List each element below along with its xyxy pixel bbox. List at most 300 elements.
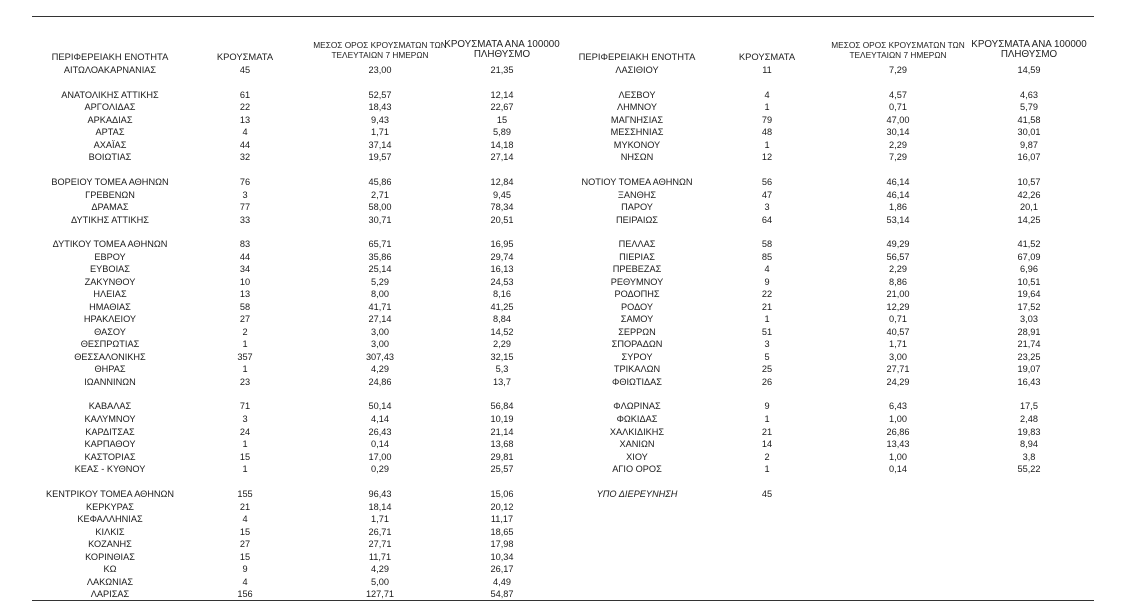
left-cell-region: ΚΑΡΠΑΘΟΥ	[84, 439, 136, 449]
header-cases-left: ΚΡΟΥΣΜΑΤΑ	[216, 51, 274, 62]
right-cell-region: ΦΛΩΡΙΝΑΣ	[613, 401, 661, 411]
left-cell-cases: 1	[242, 339, 248, 349]
left-cell-per100k: 14,52	[490, 327, 514, 337]
table-row	[0, 338, 1132, 350]
right-cell-per100k: 3,8	[1022, 452, 1036, 462]
right-cell-per100k: 41,58	[1017, 115, 1041, 125]
left-cell-cases: 58	[239, 302, 251, 312]
left-cell-per100k: 24,53	[490, 277, 514, 287]
table-row	[0, 89, 1132, 101]
table-row	[0, 64, 1132, 76]
right-cell-avg: 0,71	[889, 102, 907, 112]
left-cell-per100k: 11,17	[490, 514, 514, 524]
right-cell-avg: 40,57	[886, 327, 910, 337]
left-cell-region: ΚΑΒΑΛΑΣ	[88, 401, 132, 411]
left-cell-per100k: 16,13	[490, 264, 514, 274]
table-row	[0, 501, 1132, 513]
left-cell-avg: 0,29	[371, 464, 389, 474]
left-cell-region: ΚΕΦΑΛΛΗΝΙΑΣ	[77, 514, 143, 524]
right-cell-region: ΠΕΙΡΑΙΩΣ	[616, 215, 658, 225]
left-cell-cases: 83	[239, 239, 251, 249]
header-per100k-right-line1: ΚΡΟΥΣΜΑΤΑ ΑΝΑ 100000	[971, 39, 1087, 50]
left-cell-avg: 3,00	[371, 327, 389, 337]
left-cell-per100k: 12,84	[490, 177, 514, 187]
left-cell-avg: 65,71	[368, 239, 392, 249]
left-cell-region: ΚΙΛΚΙΣ	[95, 527, 125, 537]
left-cell-avg: 1,71	[371, 514, 389, 524]
right-cell-cases: 21	[761, 302, 773, 312]
header-per100k-left-line2: ΠΛΗΘΥΣΜΟ	[473, 49, 531, 60]
left-cell-per100k: 15,06	[490, 489, 514, 499]
right-cell-region: ΦΩΚΙΔΑΣ	[616, 414, 658, 424]
right-cell-region: ΛΑΣΙΘΙΟΥ	[615, 65, 659, 75]
left-cell-cases: 24	[239, 427, 251, 437]
right-cell-per100k: 9,87	[1020, 140, 1038, 150]
left-cell-avg: 8,00	[371, 289, 389, 299]
table-row	[0, 238, 1132, 250]
right-cell-avg: 1,00	[889, 452, 907, 462]
right-cell-region: ΞΑΝΘΗΣ	[617, 190, 657, 200]
left-cell-cases: 1	[242, 464, 248, 474]
left-cell-region: ΘΕΣΠΡΩΤΙΑΣ	[80, 339, 140, 349]
left-cell-avg: 30,71	[368, 215, 392, 225]
left-cell-cases: 13	[239, 289, 251, 299]
right-cell-avg: 1,71	[889, 339, 907, 349]
right-cell-region: ΡΟΔΟΠΗΣ	[614, 289, 660, 299]
header-region-left: ΠΕΡΙΦΕΡΕΙΑΚΗ ΕΝΟΤΗΤΑ	[51, 51, 169, 62]
left-cell-avg: 2,71	[371, 190, 389, 200]
right-cell-cases: 14	[761, 439, 773, 449]
right-cell-avg: 3,00	[889, 352, 907, 362]
right-cell-cases: 79	[761, 115, 773, 125]
table-row	[0, 288, 1132, 300]
left-cell-per100k: 10,19	[490, 414, 514, 424]
left-cell-region: ΛΑΚΩΝΙΑΣ	[86, 577, 134, 587]
right-cell-region: ΣΕΡΡΩΝ	[618, 327, 656, 337]
table-row	[0, 538, 1132, 550]
left-cell-region: ΚΑΛΥΜΝΟΥ	[84, 414, 136, 424]
left-cell-region: ΗΜΑΘΙΑΣ	[89, 302, 131, 312]
right-cell-per100k: 17,52	[1017, 302, 1041, 312]
table-row	[0, 438, 1132, 450]
left-cell-region: ΖΑΚΥΝΘΟΥ	[84, 277, 136, 287]
left-cell-region: ΚΟΡΙΝΘΙΑΣ	[85, 552, 135, 562]
left-cell-per100k: 2,29	[493, 339, 511, 349]
right-cell-per100k: 28,91	[1017, 327, 1041, 337]
left-cell-cases: 155	[237, 489, 253, 499]
table-row	[0, 263, 1132, 275]
left-cell-avg: 25,14	[368, 264, 392, 274]
table-row	[0, 101, 1132, 113]
left-cell-avg: 23,00	[368, 65, 392, 75]
left-cell-avg: 45,86	[368, 177, 392, 187]
left-cell-avg: 9,43	[371, 115, 389, 125]
table-row	[0, 214, 1132, 226]
right-cell-cases: 45	[761, 489, 773, 499]
left-cell-cases: 15	[239, 452, 251, 462]
right-cell-per100k: 16,07	[1017, 152, 1041, 162]
right-cell-avg: 27,71	[886, 364, 910, 374]
left-cell-cases: 357	[237, 352, 253, 362]
right-cell-cases: 1	[764, 102, 770, 112]
left-cell-cases: 44	[239, 140, 251, 150]
left-cell-cases: 15	[239, 527, 251, 537]
table-row	[0, 276, 1132, 288]
right-cell-per100k: 14,59	[1017, 65, 1041, 75]
left-cell-per100k: 26,17	[490, 564, 514, 574]
left-cell-per100k: 78,34	[490, 202, 514, 212]
left-cell-per100k: 54,87	[490, 589, 514, 599]
right-cell-per100k: 19,64	[1017, 289, 1041, 299]
right-cell-avg: 26,86	[886, 427, 910, 437]
table-row	[0, 588, 1132, 600]
table-row	[0, 326, 1132, 338]
left-cell-avg: 5,00	[371, 577, 389, 587]
right-cell-avg: 1,86	[889, 202, 907, 212]
left-cell-region: ΕΥΒΟΙΑΣ	[90, 264, 130, 274]
table-row	[0, 313, 1132, 325]
right-cell-region: ΠΕΛΛΑΣ	[618, 239, 656, 249]
left-cell-avg: 26,43	[368, 427, 392, 437]
right-cell-per100k: 55,22	[1017, 464, 1041, 474]
left-cell-per100k: 21,35	[490, 65, 514, 75]
right-cell-avg: 24,29	[886, 377, 910, 387]
left-cell-per100k: 13,68	[490, 439, 514, 449]
right-cell-region: ΡΕΘΥΜΝΟΥ	[610, 277, 664, 287]
header-per100k-left	[432, 40, 572, 60]
right-cell-avg: 49,29	[886, 239, 910, 249]
left-cell-cases: 44	[239, 252, 251, 262]
left-cell-region: ΚΑΣΤΟΡΙΑΣ	[84, 452, 136, 462]
left-cell-avg: 5,29	[371, 277, 389, 287]
left-cell-per100k: 10,34	[490, 552, 514, 562]
header-avg-right	[818, 40, 978, 60]
left-cell-per100k: 13,7	[493, 377, 511, 387]
right-cell-per100k: 16,43	[1017, 377, 1041, 387]
right-cell-cases: 3	[764, 202, 770, 212]
right-cell-avg: 8,86	[889, 277, 907, 287]
left-cell-per100k: 56,84	[490, 401, 514, 411]
left-cell-cases: 71	[239, 401, 251, 411]
right-cell-cases: 85	[761, 252, 773, 262]
right-cell-region: ΜΕΣΣΗΝΙΑΣ	[610, 127, 664, 137]
right-cell-cases: 48	[761, 127, 773, 137]
left-cell-cases: 15	[239, 552, 251, 562]
right-cell-region: ΠΑΡΟΥ	[621, 202, 653, 212]
left-cell-per100k: 15	[496, 115, 508, 125]
left-cell-region: ΛΑΡΙΣΑΣ	[90, 589, 130, 599]
left-cell-region: ΙΩΑΝΝΙΝΩΝ	[84, 377, 136, 387]
left-cell-region: ΑΡΚΑΔΙΑΣ	[87, 115, 133, 125]
right-cell-per100k: 8,94	[1020, 439, 1038, 449]
left-cell-per100k: 29,74	[490, 252, 514, 262]
left-cell-per100k: 4,49	[493, 577, 511, 587]
left-cell-cases: 33	[239, 215, 251, 225]
right-cell-cases: 47	[761, 190, 773, 200]
left-cell-cases: 34	[239, 264, 251, 274]
left-cell-cases: 1	[242, 364, 248, 374]
right-cell-region: ΝΟΤΙΟΥ ΤΟΜΕΑ ΑΘΗΝΩΝ	[581, 177, 693, 187]
table-row	[0, 139, 1132, 151]
left-cell-avg: 27,14	[368, 314, 392, 324]
left-cell-region: ΑΡΤΑΣ	[95, 127, 125, 137]
table-row	[0, 376, 1132, 388]
right-cell-cases: 2	[764, 452, 770, 462]
left-cell-avg: 18,43	[368, 102, 392, 112]
right-cell-avg: 47,00	[886, 115, 910, 125]
right-cell-per100k: 4,63	[1020, 90, 1038, 100]
left-cell-region: ΘΑΣΟΥ	[94, 327, 126, 337]
left-cell-cases: 2	[242, 327, 248, 337]
left-cell-cases: 3	[242, 414, 248, 424]
right-cell-cases: 5	[764, 352, 770, 362]
header-per100k-right-line2: ΠΛΗΘΥΣΜΟ	[1000, 49, 1058, 60]
table-row	[0, 114, 1132, 126]
right-cell-region: ΦΘΙΩΤΙΔΑΣ	[611, 377, 662, 387]
left-cell-avg: 41,71	[368, 302, 392, 312]
left-cell-region: ΚΑΡΔΙΤΣΑΣ	[85, 427, 135, 437]
left-cell-cases: 10	[239, 277, 251, 287]
left-cell-cases: 13	[239, 115, 251, 125]
table-row	[0, 551, 1132, 563]
left-cell-avg: 0,14	[371, 439, 389, 449]
left-cell-region: ΗΡΑΚΛΕΙΟΥ	[83, 314, 137, 324]
right-cell-cases: 26	[761, 377, 773, 387]
right-cell-region: ΜΑΓΝΗΣΙΑΣ	[610, 115, 664, 125]
bottom-rule	[32, 600, 1094, 601]
right-cell-region: ΧΙΟΥ	[626, 452, 648, 462]
left-cell-region: ΚΕΑΣ - ΚΥΘΝΟΥ	[74, 464, 146, 474]
left-cell-per100k: 32,15	[490, 352, 514, 362]
table-row	[0, 301, 1132, 313]
right-cell-avg: 7,29	[889, 152, 907, 162]
left-cell-region: ΒΟΡΕΙΟΥ ΤΟΜΕΑ ΑΘΗΝΩΝ	[51, 177, 169, 187]
right-cell-per100k: 41,52	[1017, 239, 1041, 249]
header-avg-left-line2: ΤΕΛΕΥΤΑΙΩΝ 7 ΗΜΕΡΩΝ	[331, 50, 429, 60]
left-cell-per100k: 20,51	[490, 215, 514, 225]
left-cell-region: ΔΥΤΙΚΟΥ ΤΟΜΕΑ ΑΘΗΝΩΝ	[52, 239, 168, 249]
right-cell-cases: 4	[764, 264, 770, 274]
table-row	[0, 488, 1132, 500]
header-avg-left-line1: ΜΕΣΟΣ ΟΡΟΣ ΚΡΟΥΣΜΑΤΩΝ ΤΩΝ	[313, 40, 447, 50]
left-cell-per100k: 17,98	[490, 539, 514, 549]
left-cell-per100k: 14,18	[490, 140, 514, 150]
right-cell-avg: 46,14	[886, 190, 910, 200]
left-cell-per100k: 25,57	[490, 464, 514, 474]
table-row	[0, 251, 1132, 263]
left-cell-region: ΘΗΡΑΣ	[94, 364, 126, 374]
table-row	[0, 463, 1132, 475]
right-cell-region: ΧΑΝΙΩΝ	[619, 439, 655, 449]
left-cell-per100k: 21,14	[490, 427, 514, 437]
right-cell-per100k: 6,96	[1020, 264, 1038, 274]
left-cell-cases: 76	[239, 177, 251, 187]
left-cell-avg: 24,86	[368, 377, 392, 387]
left-cell-avg: 11,71	[368, 552, 392, 562]
table-row	[0, 151, 1132, 163]
right-cell-cases: 21	[761, 427, 773, 437]
left-cell-cases: 21	[239, 502, 251, 512]
right-cell-avg: 7,29	[889, 65, 907, 75]
left-cell-cases: 4	[242, 577, 248, 587]
table-row	[0, 513, 1132, 525]
left-cell-avg: 50,14	[368, 401, 392, 411]
right-cell-region: ΡΟΔΟΥ	[620, 302, 653, 312]
left-cell-per100k: 22,67	[490, 102, 514, 112]
left-cell-per100k: 8,16	[493, 289, 511, 299]
right-cell-per100k: 10,51	[1017, 277, 1041, 287]
right-cell-cases: 9	[764, 401, 770, 411]
right-cell-cases: 1	[764, 140, 770, 150]
left-cell-avg: 27,71	[368, 539, 392, 549]
right-cell-region: ΣΑΜΟΥ	[620, 314, 654, 324]
left-cell-avg: 26,71	[368, 527, 392, 537]
right-cell-cases: 12	[761, 152, 773, 162]
left-cell-region: ΗΛΕΙΑΣ	[93, 289, 127, 299]
left-cell-avg: 127,71	[365, 589, 395, 599]
header-avg-right-line1: ΜΕΣΟΣ ΟΡΟΣ ΚΡΟΥΣΜΑΤΩΝ ΤΩΝ	[831, 40, 965, 50]
right-cell-region: ΤΡΙΚΑΛΩΝ	[613, 364, 661, 374]
left-cell-avg: 17,00	[368, 452, 392, 462]
left-cell-region: ΚΩ	[103, 564, 117, 574]
header-avg-right-line2: ΤΕΛΕΥΤΑΙΩΝ 7 ΗΜΕΡΩΝ	[849, 50, 947, 60]
right-cell-cases: 58	[761, 239, 773, 249]
left-cell-per100k: 41,25	[490, 302, 514, 312]
left-cell-cases: 9	[242, 564, 248, 574]
left-cell-per100k: 27,14	[490, 152, 514, 162]
table-row	[0, 176, 1132, 188]
left-cell-cases: 27	[239, 314, 251, 324]
right-cell-per100k: 23,25	[1017, 352, 1041, 362]
left-cell-cases: 32	[239, 152, 251, 162]
right-cell-region: ΛΕΣΒΟΥ	[618, 90, 656, 100]
right-cell-avg: 2,29	[889, 140, 907, 150]
left-cell-avg: 37,14	[368, 140, 392, 150]
left-cell-per100k: 20,12	[490, 502, 514, 512]
left-cell-region: ΑΧΑΪΑΣ	[93, 140, 127, 150]
left-cell-per100k: 8,84	[493, 314, 511, 324]
left-cell-region: ΘΕΣΣΑΛΟΝΙΚΗΣ	[74, 352, 146, 362]
table-row	[0, 189, 1132, 201]
right-cell-region: ΣΥΡΟΥ	[621, 352, 653, 362]
table-row	[0, 351, 1132, 363]
right-cell-region: ΣΠΟΡΑΔΩΝ	[611, 339, 663, 349]
right-cell-region: ΛΗΜΝΟΥ	[616, 102, 658, 112]
right-cell-cases: 4	[764, 90, 770, 100]
left-cell-cases: 27	[239, 539, 251, 549]
left-cell-avg: 3,00	[371, 339, 389, 349]
right-cell-avg: 6,43	[889, 401, 907, 411]
right-cell-per100k: 5,79	[1020, 102, 1038, 112]
right-cell-region: ΥΠΟ ΔΙΕΡΕΥΝΗΣΗ	[596, 489, 678, 499]
left-cell-avg: 4,29	[371, 564, 389, 574]
left-cell-cases: 61	[239, 90, 251, 100]
left-cell-region: ΔΡΑΜΑΣ	[91, 202, 129, 212]
left-cell-region: ΚΕΡΚΥΡΑΣ	[86, 502, 134, 512]
right-cell-avg: 30,14	[886, 127, 910, 137]
left-cell-avg: 4,14	[371, 414, 389, 424]
table-row	[0, 126, 1132, 138]
left-cell-avg: 4,29	[371, 364, 389, 374]
left-cell-cases: 4	[242, 514, 248, 524]
left-cell-per100k: 16,95	[490, 239, 514, 249]
left-cell-cases: 3	[242, 190, 248, 200]
right-cell-region: ΑΓΙΟ ΟΡΟΣ	[612, 464, 662, 474]
left-cell-cases: 22	[239, 102, 251, 112]
right-cell-cases: 56	[761, 177, 773, 187]
right-cell-avg: 2,29	[889, 264, 907, 274]
left-cell-region: ΑΝΑΤΟΛΙΚΗΣ ΑΤΤΙΚΗΣ	[61, 90, 159, 100]
right-cell-per100k: 14,25	[1017, 215, 1041, 225]
right-cell-per100k: 67,09	[1017, 252, 1041, 262]
right-cell-per100k: 17,5	[1020, 401, 1038, 411]
table-row	[0, 400, 1132, 412]
left-cell-region: ΕΒΡΟΥ	[94, 252, 126, 262]
left-cell-cases: 23	[239, 377, 251, 387]
header-cases-right: ΚΡΟΥΣΜΑΤΑ	[738, 51, 796, 62]
right-cell-per100k: 10,57	[1017, 177, 1041, 187]
left-cell-per100k: 9,45	[493, 190, 511, 200]
right-cell-cases: 25	[761, 364, 773, 374]
right-cell-avg: 0,71	[889, 314, 907, 324]
top-rule	[32, 16, 1094, 17]
right-cell-cases: 22	[761, 289, 773, 299]
left-cell-region: ΓΡΕΒΕΝΩΝ	[85, 190, 135, 200]
right-cell-avg: 53,14	[886, 215, 910, 225]
right-cell-region: ΠΡΕΒΕΖΑΣ	[612, 264, 662, 274]
right-cell-region: ΝΗΣΩΝ	[620, 152, 654, 162]
table-row	[0, 363, 1132, 375]
right-cell-cases: 9	[764, 277, 770, 287]
right-cell-avg: 1,00	[889, 414, 907, 424]
left-cell-avg: 307,43	[365, 352, 395, 362]
left-cell-avg: 52,57	[368, 90, 392, 100]
right-cell-cases: 51	[761, 327, 773, 337]
right-cell-avg: 0,14	[889, 464, 907, 474]
left-cell-avg: 18,14	[368, 502, 392, 512]
left-cell-cases: 1	[242, 439, 248, 449]
left-cell-per100k: 5,3	[495, 364, 509, 374]
left-cell-cases: 77	[239, 202, 251, 212]
right-cell-avg: 56,57	[886, 252, 910, 262]
left-cell-region: ΚΟΖΑΝΗΣ	[88, 539, 132, 549]
left-cell-avg: 1,71	[371, 127, 389, 137]
left-cell-cases: 4	[242, 127, 248, 137]
right-cell-avg: 21,00	[886, 289, 910, 299]
left-cell-avg: 96,43	[368, 489, 392, 499]
left-cell-per100k: 5,89	[493, 127, 511, 137]
left-cell-region: ΑΙΤΩΛΟΑΚΑΡΝΑΝΙΑΣ	[63, 65, 157, 75]
table-row	[0, 576, 1132, 588]
left-cell-avg: 35,86	[368, 252, 392, 262]
right-cell-avg: 13,43	[886, 439, 910, 449]
right-cell-per100k: 3,03	[1020, 314, 1038, 324]
right-cell-cases: 1	[764, 314, 770, 324]
left-cell-avg: 58,00	[368, 202, 392, 212]
right-cell-cases: 1	[764, 464, 770, 474]
right-cell-cases: 11	[762, 65, 772, 75]
left-cell-region: ΚΕΝΤΡΙΚΟΥ ΤΟΜΕΑ ΑΘΗΝΩΝ	[45, 489, 175, 499]
left-cell-region: ΒΟΙΩΤΙΑΣ	[88, 152, 132, 162]
left-cell-region: ΑΡΓΟΛΙΔΑΣ	[84, 102, 136, 112]
right-cell-region: ΜΥΚΟΝΟΥ	[613, 140, 661, 150]
table-row	[0, 526, 1132, 538]
left-cell-avg: 19,57	[368, 152, 392, 162]
right-cell-per100k: 20,1	[1020, 202, 1038, 212]
header-per100k-left-line1: ΚΡΟΥΣΜΑΤΑ ΑΝΑ 100000	[444, 39, 560, 50]
left-cell-per100k: 18,65	[490, 527, 514, 537]
right-cell-avg: 4,57	[889, 90, 907, 100]
